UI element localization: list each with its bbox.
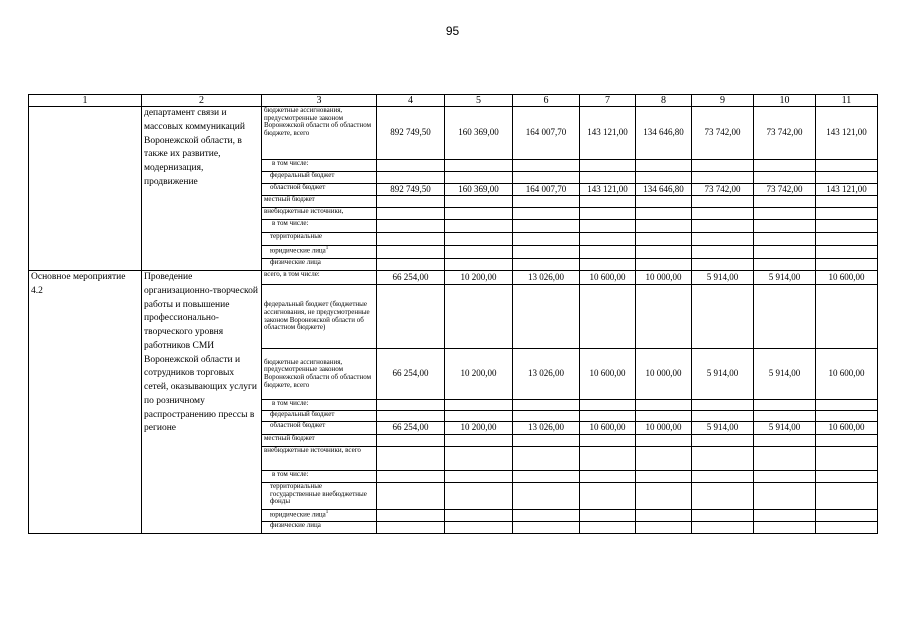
value-cell: 5 914,00 <box>754 349 816 400</box>
source-label: в том числе: <box>262 220 377 233</box>
value-cell: 10 600,00 <box>580 422 636 435</box>
source-label: всего, в том числе: <box>262 271 377 285</box>
event-cell <box>29 107 142 271</box>
value-cell: 66 254,00 <box>377 422 445 435</box>
value-cell: 66 254,00 <box>377 271 445 285</box>
value-cell: 134 646,80 <box>636 184 692 196</box>
source-label: федеральный бюджет <box>262 172 377 184</box>
value-cell: 5 914,00 <box>692 271 754 285</box>
value-cell: 10 200,00 <box>445 422 513 435</box>
header-cell: 5 <box>445 95 513 107</box>
source-label: в том числе: <box>262 160 377 172</box>
source-label: юридические лица$^1$ <box>262 510 377 522</box>
value-cell: 10 000,00 <box>636 349 692 400</box>
source-label: в том числе: <box>262 471 377 483</box>
value-cell: 5 914,00 <box>754 271 816 285</box>
value-cell: 10 600,00 <box>816 349 878 400</box>
value-cell: 5 914,00 <box>692 349 754 400</box>
value-cell: 143 121,00 <box>580 107 636 160</box>
source-label: областной бюджет <box>262 422 377 435</box>
header-row <box>29 95 878 107</box>
value-cell: 10 000,00 <box>636 271 692 285</box>
header-cell: 8 <box>636 95 692 107</box>
value-cell: 892 749,50 <box>377 184 445 196</box>
header-cell: 11 <box>816 95 878 107</box>
source-label: физические лица <box>262 522 377 534</box>
header-cell: 1 <box>29 95 142 107</box>
value-cell: 10 000,00 <box>636 422 692 435</box>
header-cell: 9 <box>692 95 754 107</box>
value-cell: 10 600,00 <box>816 271 878 285</box>
header-cell: 4 <box>377 95 445 107</box>
source-label: юридические лица$^1$ <box>262 246 377 259</box>
source-label: областной бюджет <box>262 184 377 196</box>
value-cell: 164 007,70 <box>513 184 580 196</box>
value-cell: 10 200,00 <box>445 271 513 285</box>
value-cell: 10 600,00 <box>580 349 636 400</box>
value-cell: 164 007,70 <box>513 107 580 160</box>
value-cell: 73 742,00 <box>754 184 816 196</box>
value-cell: 892 749,50 <box>377 107 445 160</box>
source-label: в том числе: <box>262 400 377 411</box>
value-cell: 13 026,00 <box>513 422 580 435</box>
value-cell: 5 914,00 <box>754 422 816 435</box>
source-label: внебюджетные источники, <box>262 208 377 220</box>
table-row <box>29 107 878 160</box>
value-cell: 73 742,00 <box>754 107 816 160</box>
value-cell: 143 121,00 <box>816 184 878 196</box>
source-label: местный бюджет <box>262 435 377 447</box>
header-cell: 10 <box>754 95 816 107</box>
source-label: бюджетные ассигнования, предусмотренные законом Воронежской области об областном бюджете, всего <box>262 107 377 160</box>
source-label: федеральный бюджет <box>262 411 377 422</box>
budget-table <box>28 94 878 534</box>
value-cell: 143 121,00 <box>580 184 636 196</box>
value-cell: 134 646,80 <box>636 107 692 160</box>
source-label: федеральный бюджет (бюджетные ассигнования, не предусмотренные законом Воронежской области об областном бюджете) <box>262 285 377 349</box>
page-number: 95 <box>445 24 460 38</box>
value-cell: 66 254,00 <box>377 349 445 400</box>
value-cell: 73 742,00 <box>692 184 754 196</box>
description-cell: Проведение организационно-творческой работы и повышение профессионально-творческого уровня работников СМИ Воронежской области и сотрудников торговых сетей, оказывающих услуги по розничному распространению прессы в регионе <box>142 271 262 534</box>
executor-cell: департамент связи и массовых коммуникаций Воронежской области, в также их развитие, модернизация, продвижение <box>142 107 262 271</box>
value-cell: 10 600,00 <box>580 271 636 285</box>
value-cell: 73 742,00 <box>692 107 754 160</box>
source-label: территориальные государственные внебюджетные фонды <box>262 483 377 510</box>
header-cell: 2 <box>142 95 262 107</box>
value-cell: 10 600,00 <box>816 422 878 435</box>
value-cell: 160 369,00 <box>445 184 513 196</box>
source-label: местный бюджет <box>262 196 377 208</box>
header-cell: 7 <box>580 95 636 107</box>
value-cell: 13 026,00 <box>513 271 580 285</box>
value-cell: 143 121,00 <box>816 107 878 160</box>
header-cell: 6 <box>513 95 580 107</box>
event-cell: Основное мероприятие 4.2 <box>29 271 142 534</box>
source-label: внебюджетные источники, всего <box>262 447 377 471</box>
value-cell: 13 026,00 <box>513 349 580 400</box>
header-cell: 3 <box>262 95 377 107</box>
value-cell: 5 914,00 <box>692 422 754 435</box>
value-cell: 160 369,00 <box>445 107 513 160</box>
source-label: физические лица <box>262 259 377 271</box>
source-label: территориальные <box>262 233 377 246</box>
source-label: бюджетные ассигнования, предусмотренные законом Воронежской области об областном бюджете, всего <box>262 349 377 400</box>
table-row <box>29 271 878 285</box>
value-cell: 10 200,00 <box>445 349 513 400</box>
